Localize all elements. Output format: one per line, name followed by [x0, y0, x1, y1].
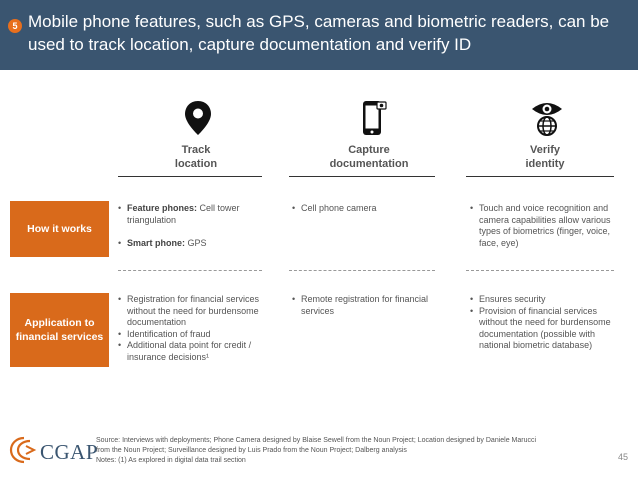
list-item: • Touch and voice recognition and camera capabilities allow various types of biometrics (finger, voice, face, eye) [470, 203, 620, 249]
column-title-line: location [174, 158, 218, 170]
list-item: • Remote registration for financial services [292, 294, 432, 317]
source-line: Source: Interviews with deployments; Phone Camera designed by Blaise Sewell from the Noun Project; Location designed by Daniele Marucci [96, 437, 537, 444]
column-divider [289, 176, 435, 177]
list-item [118, 203, 280, 226]
feature-text: Cell tower triangulation [127, 203, 240, 225]
source-line: from the Noun Project; Surveillance designed by Luis Prado from the Noun Project; Dalberg analysis [96, 447, 407, 454]
feature-text: GPS [185, 238, 207, 248]
location-pin-icon [178, 98, 218, 138]
eye-surveillance-icon [527, 98, 567, 138]
list-item: • Registration for financial services without the need for burdensome documentation [118, 294, 280, 329]
list-item [118, 238, 280, 250]
column-title-line: documentation [329, 158, 409, 170]
slide-title: Mobile phone features, such as GPS, cameras and biometric readers, can be used to track location, capture documentation and verify ID [28, 12, 610, 54]
column-title-verify [470, 143, 620, 171]
feature-label: Feature phones: [127, 203, 198, 213]
cell-app-track [118, 294, 280, 363]
row-label-application: Application to financial services [10, 293, 109, 367]
column-title-line: identity [525, 158, 565, 170]
slide-number-badge: 5 [8, 19, 22, 33]
cgap-logo-text: CGAP [40, 440, 99, 464]
page-number: 45 [617, 452, 628, 462]
list-item: • Provision of financial services without the need for burdensome documentation (possible with national biometric database) [470, 306, 620, 352]
cell-how-track [118, 203, 280, 250]
row-label-how-it-works: How it works [10, 201, 109, 257]
list-item: • Cell phone camera [292, 203, 454, 215]
cell-how-verify [470, 203, 620, 249]
row-divider [289, 270, 435, 271]
notes-line: Notes: (1) As explored in digital data trail section [96, 457, 246, 464]
phone-camera-icon [352, 98, 392, 138]
column-title-line: Capture [348, 144, 390, 156]
column-divider [466, 176, 614, 177]
cell-app-capture [292, 294, 432, 317]
cell-app-verify [470, 294, 620, 352]
column-title-line: Verify [530, 144, 560, 156]
feature-label: Smart phone: [127, 238, 186, 248]
source-notes [96, 436, 616, 466]
list-item: • Ensures security [470, 294, 620, 306]
column-divider [118, 176, 262, 177]
column-title-line: Track [181, 144, 211, 156]
list-item: • Identification of fraud [118, 329, 280, 341]
cell-how-capture [292, 203, 454, 215]
list-item: • Additional data point for credit / insurance decisions¹ [118, 340, 280, 363]
row-divider [118, 270, 262, 271]
column-title-track [121, 143, 271, 171]
row-divider [466, 270, 614, 271]
column-title-capture [294, 143, 444, 171]
